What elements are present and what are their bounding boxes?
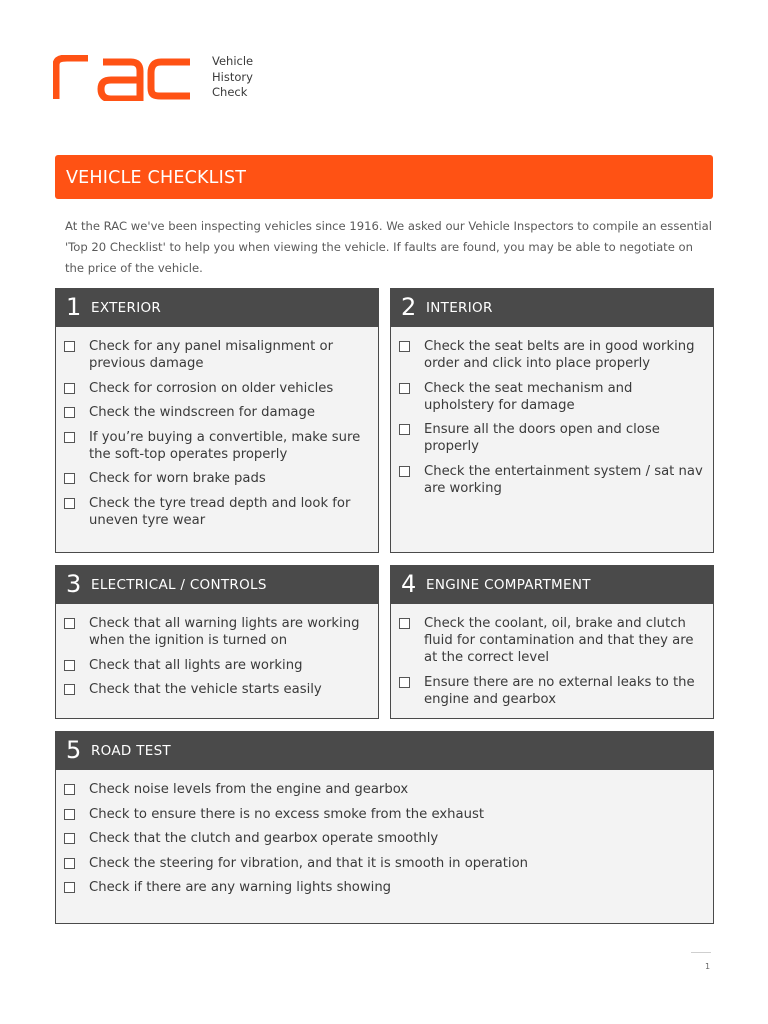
- checkbox[interactable]: [399, 677, 410, 688]
- checkbox[interactable]: [399, 618, 410, 629]
- checklist-item: [399, 674, 705, 708]
- section-title: EXTERIOR: [91, 300, 162, 316]
- checklist-item-label: Check that the vehicle starts easily: [89, 682, 322, 697]
- section-header: [391, 566, 713, 604]
- section-exterior: [55, 288, 379, 553]
- checklist: [56, 604, 378, 698]
- checkbox[interactable]: [399, 383, 410, 394]
- checkbox[interactable]: [64, 684, 75, 695]
- section-number: 4: [401, 570, 417, 598]
- checklist-item-label: Ensure all the doors open and close properly: [424, 422, 660, 454]
- checklist: [56, 770, 713, 896]
- checkbox[interactable]: [64, 858, 75, 869]
- checkbox[interactable]: [64, 498, 75, 509]
- checklist-item: [399, 421, 705, 455]
- checklist-item-label: Check for corrosion on older vehicles: [89, 380, 334, 396]
- section-header: [56, 289, 378, 327]
- checklist-item-label: Check the coolant, oil, brake and clutch fluid for contamination and that they are at the correct level: [424, 616, 694, 665]
- page-title: VEHICLE CHECKLIST: [66, 168, 247, 188]
- checkbox[interactable]: [64, 660, 75, 671]
- checkbox[interactable]: [64, 784, 75, 795]
- checklist: [391, 604, 713, 708]
- section-number: 2: [401, 293, 417, 321]
- checklist-item-label: Check if there are any warning lights showing: [89, 880, 392, 895]
- checklist-item: [64, 830, 705, 847]
- section-number: 3: [66, 570, 82, 598]
- section-title: ELECTRICAL / CONTROLS: [91, 577, 267, 593]
- checklist: [56, 327, 378, 529]
- checklist-item-label: Check the tyre tread depth and look for uneven tyre wear: [89, 495, 351, 528]
- checklist-item-label: Check to ensure there is no excess smoke from the exhaust: [89, 806, 484, 822]
- checklist-item: [64, 781, 705, 798]
- intro-paragraph: At the RAC we've been inspecting vehicles since 1916. We asked our Vehicle Inspectors to compile an essential 'Top 20 Checklist' to help you when viewing the vehicle. If faults are found, you may be able to negotiate on the price of the vehicle.: [65, 219, 712, 275]
- checklist-item: [64, 615, 370, 649]
- checklist-item-label: Check that all lights are working: [89, 657, 303, 673]
- checklist-item-label: Check noise levels from the engine and gearbox: [89, 782, 409, 797]
- checklist-item: [64, 681, 370, 698]
- checklist-item: [399, 615, 705, 666]
- checklist-item-label: Check the seat mechanism and upholstery for damage: [424, 380, 633, 413]
- checklist-item: [64, 380, 370, 397]
- checklist-item-label: Check the steering for vibration, and that it is smooth in operation: [89, 855, 529, 871]
- checklist-item: [64, 338, 370, 372]
- checkbox[interactable]: [64, 383, 75, 394]
- checklist: [391, 327, 713, 497]
- checkbox[interactable]: [399, 424, 410, 435]
- checkbox[interactable]: [64, 833, 75, 844]
- checklist-item-label: Check that the clutch and gearbox operate smoothly: [89, 831, 439, 846]
- checkbox[interactable]: [399, 466, 410, 477]
- section-title: ENGINE COMPARTMENT: [426, 577, 591, 593]
- checkbox[interactable]: [64, 809, 75, 820]
- checklist-item-label: Check for any panel misalignment or previous damage: [89, 339, 333, 371]
- footer-divider: [691, 952, 711, 953]
- checklist-item: [64, 879, 705, 896]
- checklist-item: [399, 463, 705, 497]
- checkbox[interactable]: [64, 473, 75, 484]
- checkbox[interactable]: [64, 432, 75, 443]
- section-engine-compartment: [390, 565, 714, 719]
- checklist-item-label: Check that all warning lights are working when the ignition is turned on: [89, 616, 360, 648]
- tagline-line: Check: [212, 85, 248, 99]
- checklist-item: [64, 470, 370, 487]
- checklist-item: [399, 338, 705, 372]
- checkbox[interactable]: [399, 341, 410, 352]
- checklist-item: [64, 855, 705, 872]
- checklist-item-label: Check for worn brake pads: [89, 471, 266, 486]
- checklist-item: [399, 380, 705, 414]
- checkbox[interactable]: [64, 882, 75, 893]
- checklist-item-label: Check the entertainment system / sat nav are working: [424, 463, 703, 496]
- checkbox[interactable]: [64, 618, 75, 629]
- checklist-item-label: Check the windscreen for damage: [89, 405, 315, 420]
- checklist-item: [64, 495, 370, 529]
- page-title-banner: [55, 155, 713, 199]
- section-header: [56, 732, 713, 770]
- checkbox[interactable]: [64, 341, 75, 352]
- checklist-item-label: Ensure there are no external leaks to the engine and gearbox: [424, 674, 695, 707]
- section-road-test: [55, 731, 714, 924]
- logo-tagline: [212, 54, 253, 101]
- tagline-line: Vehicle: [212, 54, 254, 68]
- section-header: [56, 566, 378, 604]
- section-electrical-controls: [55, 565, 379, 719]
- checklist-item: [64, 404, 370, 421]
- checkbox[interactable]: [64, 407, 75, 418]
- section-number: 1: [66, 293, 82, 321]
- checklist-item-label: Check the seat belts are in good working order and click into place properly: [424, 339, 695, 371]
- checklist-item: [64, 429, 370, 463]
- page-number: 1: [705, 962, 711, 971]
- section-header: [391, 289, 713, 327]
- section-title: INTERIOR: [426, 300, 493, 316]
- section-number: 5: [66, 736, 82, 764]
- rac-logo: [53, 55, 193, 101]
- checklist-item: [64, 806, 705, 823]
- section-interior: [390, 288, 714, 553]
- tagline-line: History: [212, 69, 253, 84]
- checklist-item: [64, 657, 370, 674]
- section-title: ROAD TEST: [91, 743, 171, 759]
- checklist-item-label: If you’re buying a convertible, make sure the soft-top operates properly: [89, 429, 361, 462]
